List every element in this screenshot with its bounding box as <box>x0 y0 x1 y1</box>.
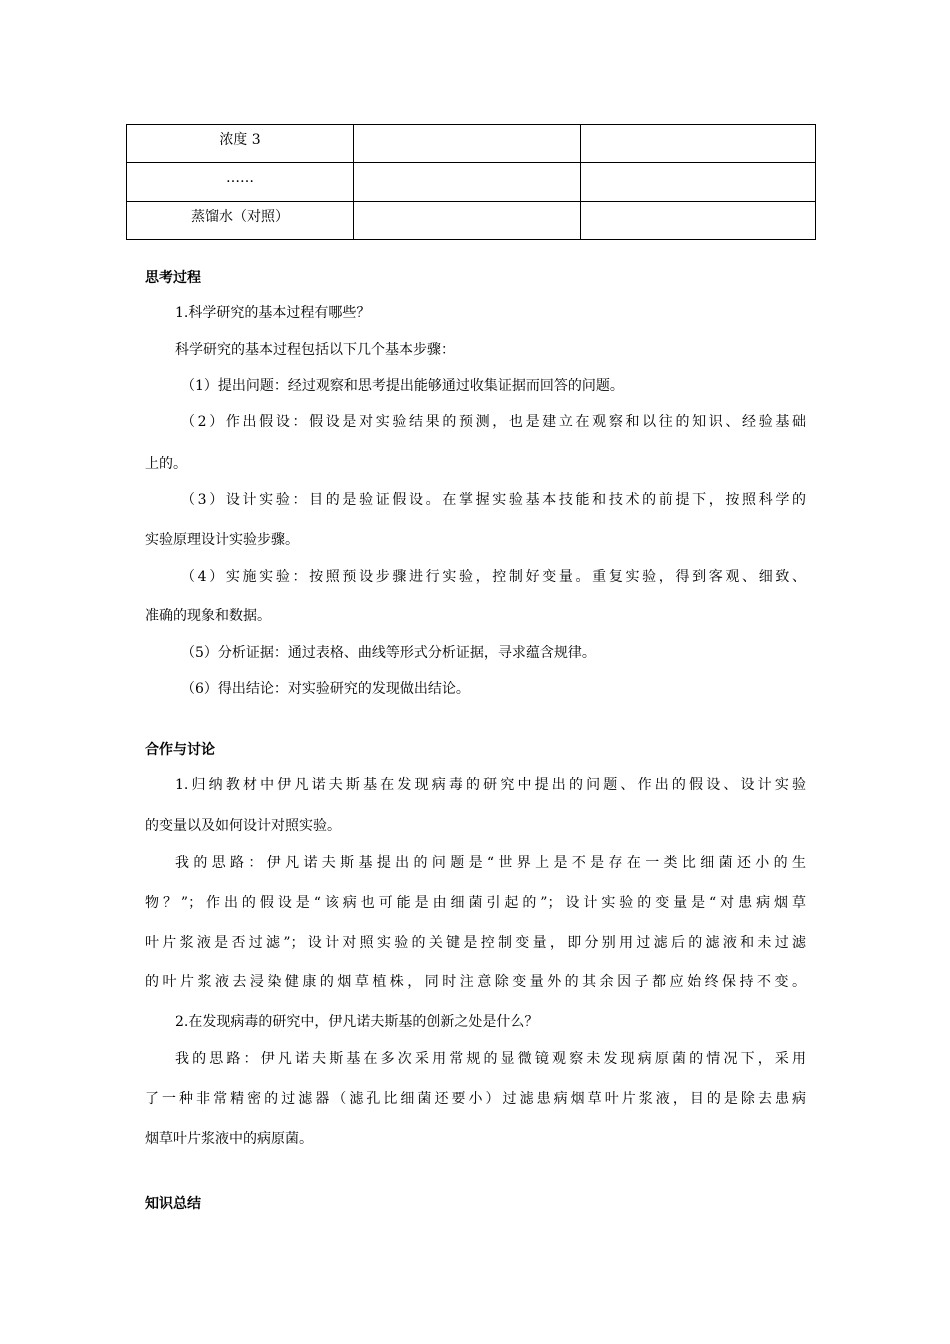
step-2-line-1: （2）作出假设：假设是对实验结果的预测，也是建立在观察和以往的知识、经验基础 <box>181 414 806 430</box>
discussion-question-1-line-2: 的变量以及如何设计对照实验。 <box>145 818 341 834</box>
question-1: 1.科学研究的基本过程有哪些？ <box>175 305 371 321</box>
step-5: （5）分析证据：通过表格、曲线等形式分析证据，寻求蕴含规律。 <box>181 645 596 661</box>
answer-2-line-3: 烟草叶片浆液中的病原菌。 <box>145 1131 313 1147</box>
step-3-line-2: 实验原理设计实验步骤。 <box>145 532 299 548</box>
discussion-question-1-line-1: 1.归纳教材中伊凡诺夫斯基在发现病毒的研究中提出的问题、作出的假设、设计实验 <box>175 777 806 793</box>
paragraph-intro: 科学研究的基本过程包括以下几个基本步骤： <box>175 342 455 358</box>
section-heading-thinking: 思考过程 <box>145 270 201 286</box>
table-cell: 蒸馏水（对照） <box>127 202 354 240</box>
answer-2-line-1: 我的思路：伊凡诺夫斯基在多次采用常规的显微镜观察未发现病原菌的情况下，采用 <box>175 1051 806 1067</box>
answer-1-line-3: 叶片浆液是否过滤”；设计对照实验的关键是控制变量，即分别用过滤后的滤液和未过滤 <box>145 935 806 951</box>
table-row <box>127 163 816 202</box>
table-cell: …… <box>127 163 354 202</box>
experiment-table <box>126 124 816 240</box>
answer-1-line-1: 我的思路：伊凡诺夫斯基提出的问题是“世界上是不是存在一类比细菌还小的生 <box>175 855 806 871</box>
answer-1-line-2: 物？”；作出的假设是“该病也可能是由细菌引起的”；设计实验的变量是“对患病烟草 <box>145 895 806 911</box>
section-heading-discussion: 合作与讨论 <box>145 742 215 758</box>
step-6: （6）得出结论：对实验研究的发现做出结论。 <box>181 681 470 697</box>
table-cell <box>581 125 816 163</box>
step-2-line-2: 上的。 <box>145 456 187 472</box>
answer-2-line-2: 了一种非常精密的过滤器（滤孔比细菌还要小）过滤患病烟草叶片浆液，目的是除去患病 <box>145 1091 806 1107</box>
section-heading-summary: 知识总结 <box>145 1196 201 1212</box>
table-cell <box>354 125 581 163</box>
table-cell: 浓度 3 <box>127 125 354 163</box>
discussion-question-2: 2.在发现病毒的研究中，伊凡诺夫斯基的创新之处是什么？ <box>175 1014 539 1030</box>
answer-1-line-4: 的叶片浆液去浸染健康的烟草植株，同时注意除变量外的其余因子都应始终保持不变。 <box>145 974 806 990</box>
step-1: （1）提出问题：经过观察和思考提出能够通过收集证据而回答的问题。 <box>181 378 624 394</box>
step-4-line-2: 准确的现象和数据。 <box>145 608 271 624</box>
table-row <box>127 202 816 240</box>
table-cell <box>354 202 581 240</box>
step-3-line-1: （3）设计实验：目的是验证假设。在掌握实验基本技能和技术的前提下，按照科学的 <box>181 492 806 508</box>
step-4-line-1: （4）实施实验：按照预设步骤进行实验，控制好变量。重复实验，得到客观、细致、 <box>181 569 806 585</box>
table-cell <box>581 202 816 240</box>
table-row <box>127 125 816 163</box>
table-cell <box>354 163 581 202</box>
table-cell <box>581 163 816 202</box>
